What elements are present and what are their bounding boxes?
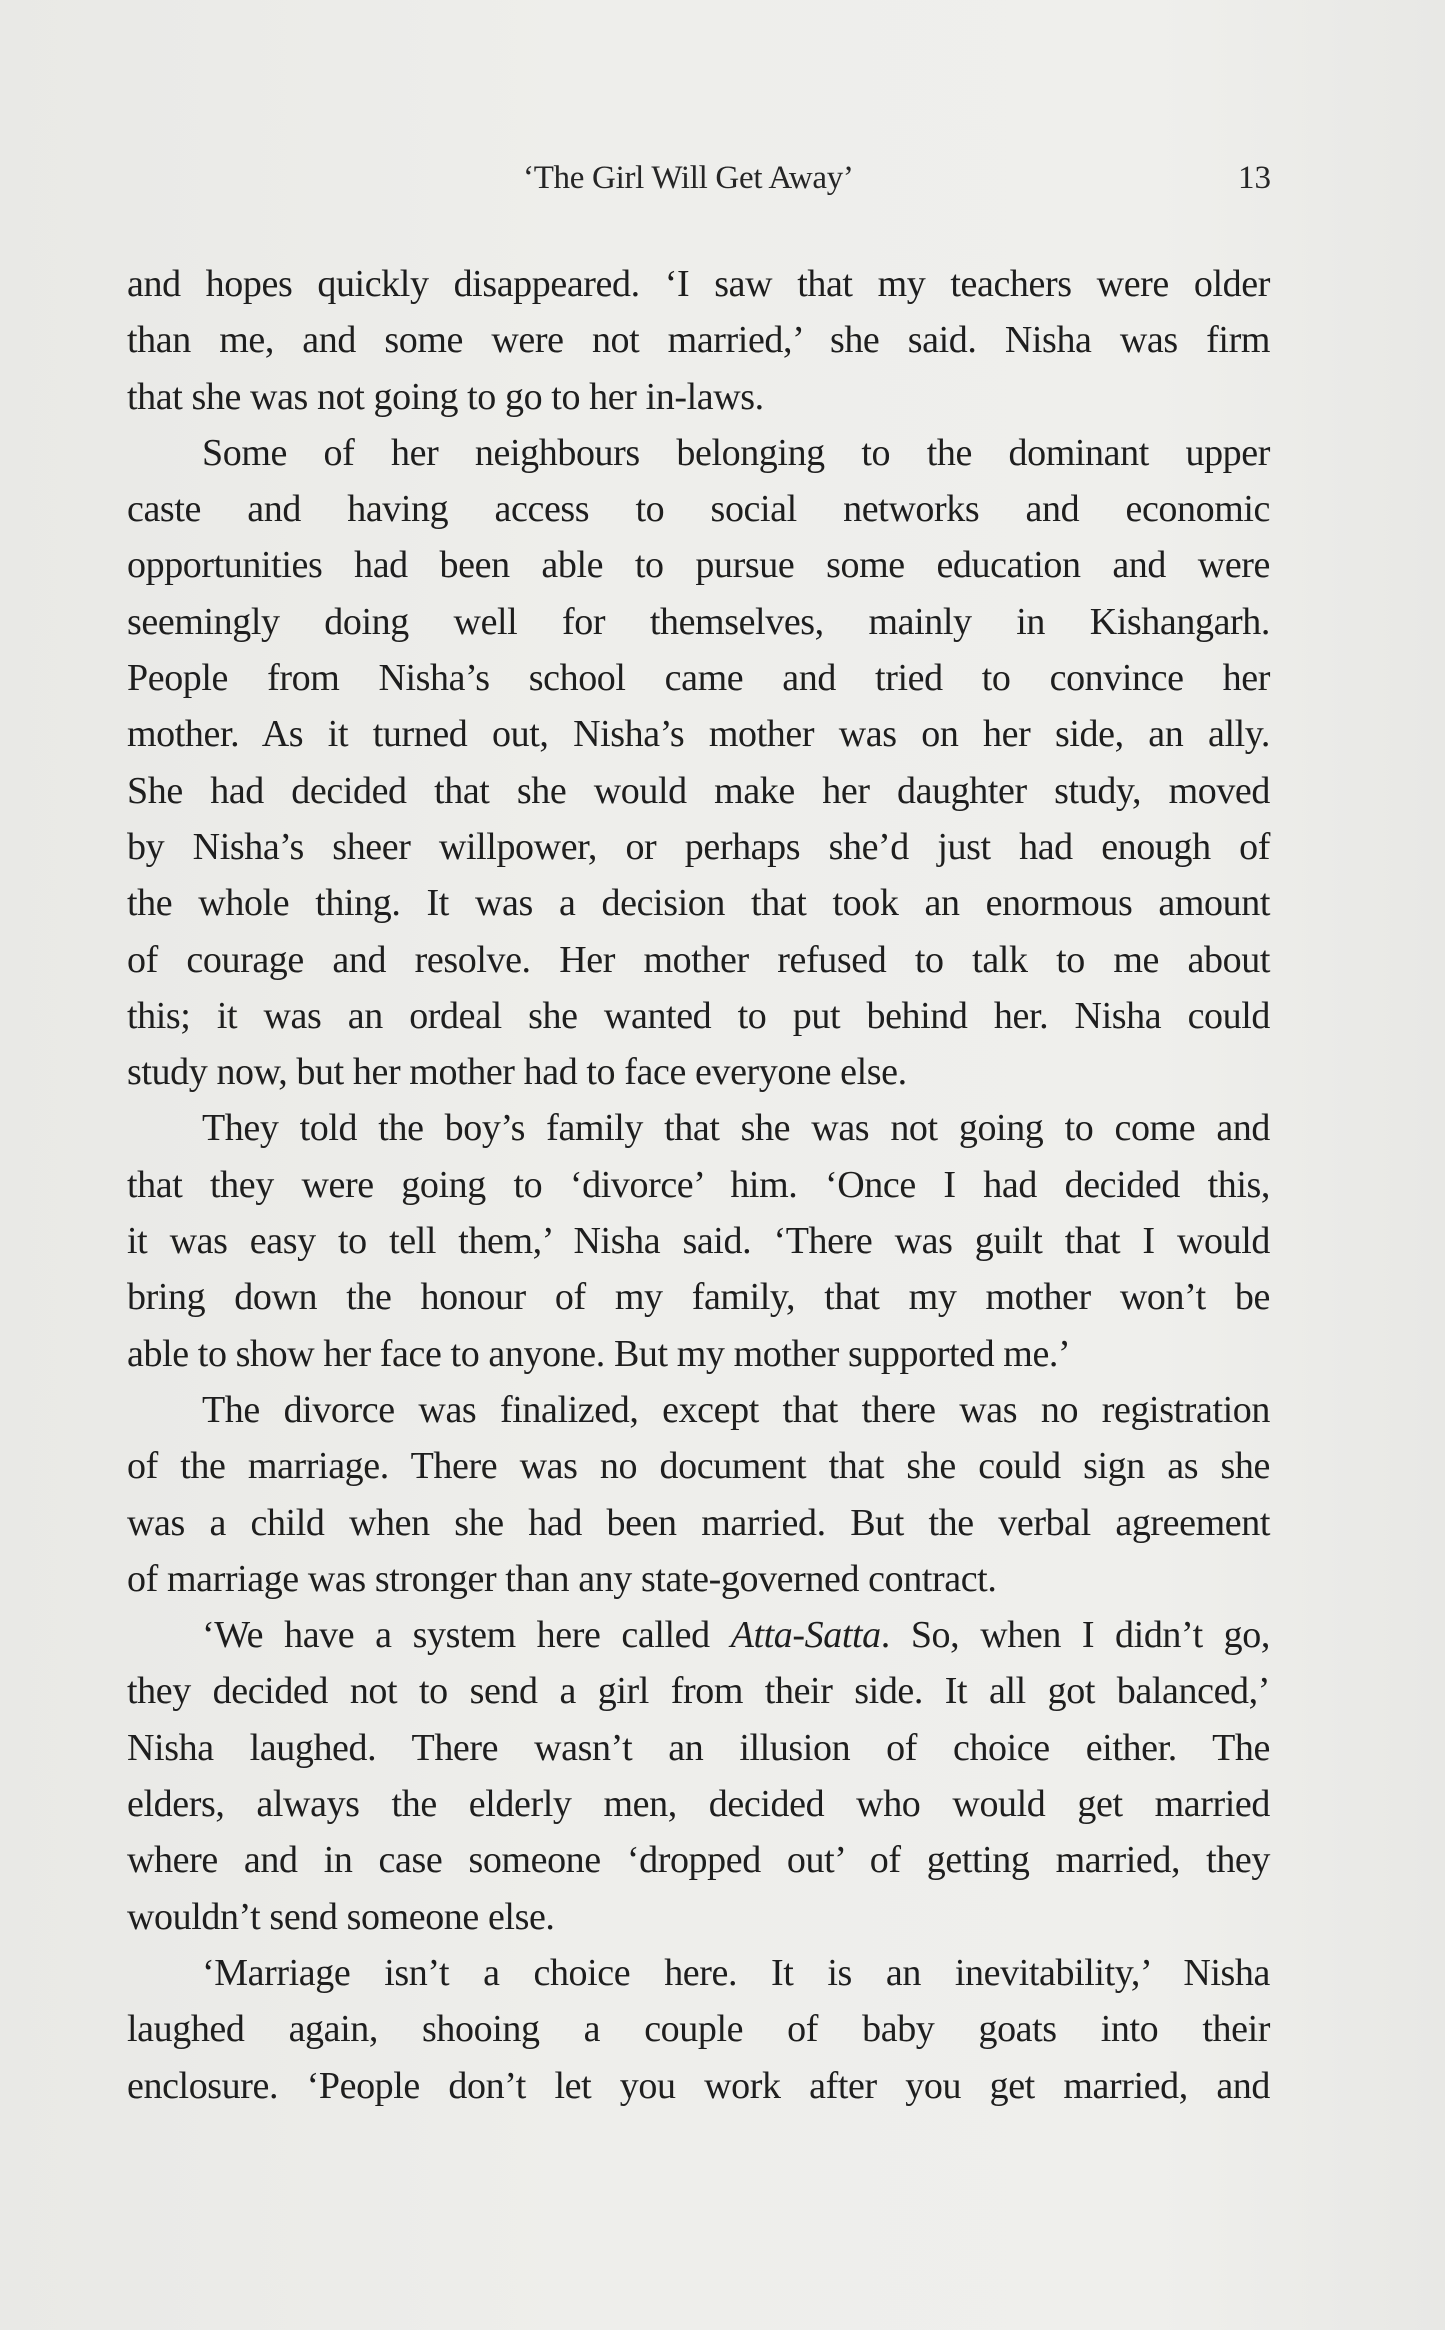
text-line: that she was not going to go to her in-laws. [127,375,764,418]
text-line: She had decided that she would make her daughter study, moved [127,769,1270,812]
body-text [127,256,1270,2114]
text-line: that they were going to ‘divorce’ him. ‘Once I had decided this, [127,1163,1270,1206]
paragraph [127,1382,1270,1607]
text-line: seemingly doing well for themselves, mainly in Kishangarh. [127,600,1270,643]
text-line: ‘Marriage isn’t a choice here. It is an inevitability,’ Nisha [202,1951,1270,1994]
text-line: The divorce was finalized, except that there was no registration [202,1388,1270,1431]
text-segment: . So, when I didn’t go, [880,1614,1270,1657]
paragraph [127,1945,1270,2114]
running-head [0,160,1445,210]
text-line: was a child when she had been married. But the verbal agreement [127,1501,1270,1544]
italic-term: Atta-Satta [730,1614,881,1657]
paragraph [127,1607,1270,1945]
text-line: wouldn’t send someone else. [127,1895,555,1938]
paragraph [127,425,1270,1101]
running-title: ‘The Girl Will Get Away’ [523,160,854,196]
text-line: laughed again, shooing a couple of baby goats into their [127,2008,1270,2051]
text-line: of courage and resolve. Her mother refused to talk to me about [127,938,1270,981]
text-line: this; it was an ordeal she wanted to put behind her. Nisha could [127,994,1270,1037]
text-line [127,1607,1270,1663]
text-line: of the marriage. There was no document that she could sign as she [127,1445,1270,1488]
text-line: Some of her neighbours belonging to the dominant upper [202,431,1270,474]
text-line: They told the boy’s family that she was not going to come and [202,1107,1270,1150]
text-line: it was easy to tell them,’ Nisha said. ‘There was guilt that I would [127,1220,1270,1263]
text-line: enclosure. ‘People don’t let you work after you get married, and [127,2064,1270,2107]
text-line: by Nisha’s sheer willpower, or perhaps she’d just had enough of [127,825,1270,868]
text-line: Nisha laughed. There wasn’t an illusion of choice either. The [127,1726,1270,1769]
text-line: People from Nisha’s school came and tried to convince her [127,657,1270,700]
paragraph [127,1100,1270,1381]
text-line: elders, always the elderly men, decided who would get married [127,1783,1270,1826]
text-line: study now, but her mother had to face everyone else. [127,1051,907,1094]
text-line: of marriage was stronger than any state-governed contract. [127,1557,997,1600]
text-line: caste and having access to social networks and economic [127,488,1270,531]
text-line: able to show her face to anyone. But my mother supported me.’ [127,1332,1071,1375]
text-line: the whole thing. It was a decision that took an enormous amount [127,882,1270,925]
text-line: bring down the honour of my family, that my mother won’t be [127,1276,1270,1319]
text-line: and hopes quickly disappeared. ‘I saw that my teachers were older [127,263,1270,305]
text-line: opportunities had been able to pursue some education and were [127,544,1270,587]
text-line: mother. As it turned out, Nisha’s mother was on her side, an ally. [127,713,1270,756]
text-line: than me, and some were not married,’ she said. Nisha was firm [127,319,1270,362]
paragraph [127,256,1270,425]
text-line: they decided not to send a girl from their side. It all got balanced,’ [127,1670,1270,1713]
text-line: where and in case someone ‘dropped out’ of getting married, they [127,1839,1270,1882]
page-number: 13 [1238,160,1271,196]
text-segment: ‘We have a system here called [202,1614,731,1657]
